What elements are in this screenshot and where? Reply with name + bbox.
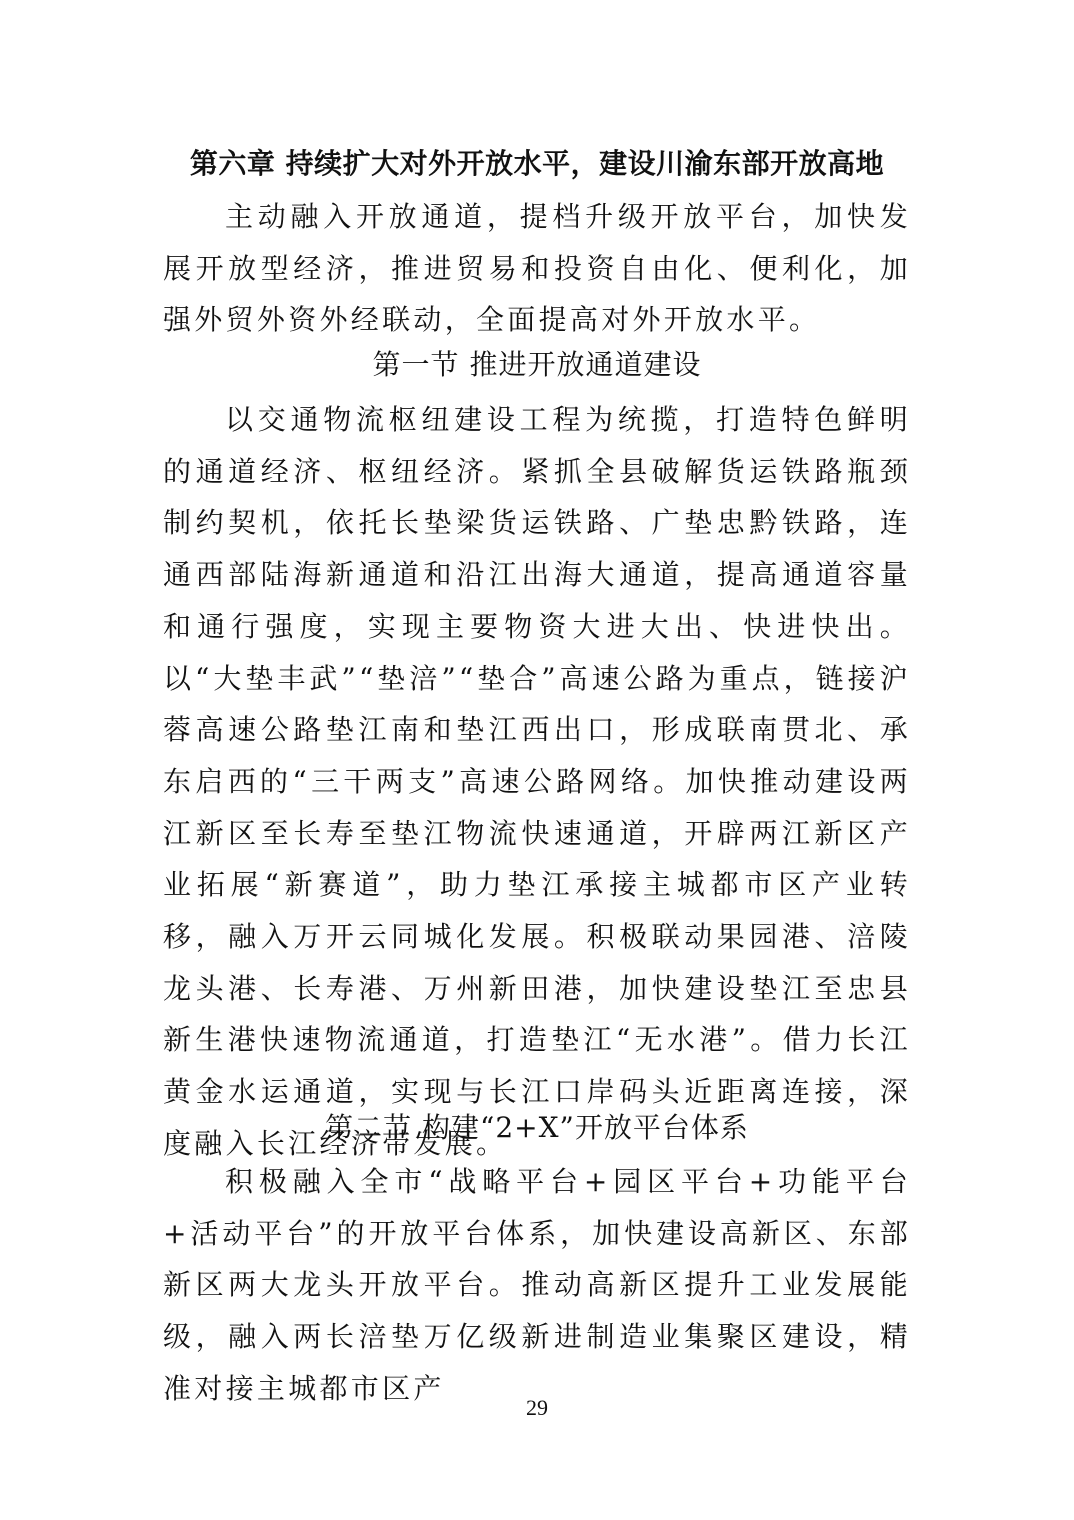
section-title-1: 第一节 推进开放通道建设	[372, 348, 702, 381]
page-number: 29	[526, 1395, 548, 1420]
section-2-paragraph: 积极融入全市“战略平台+园区平台+功能平台+活动平台”的开放平台体系，加快建设高新区、东部新区两大龙头开放平台。推动高新区提升工业发展能级，融入两长涪垫万亿级新进制造业集聚区建设，精准对接主城都市区产	[163, 1165, 911, 1405]
section-1-paragraph: 以交通物流枢纽建设工程为统揽，打造特色鲜明的通道经济、枢纽经济。紧抓全县破解货运铁路瓶颈制约契机，依托长垫梁货运铁路、广垫忠黔铁路，连通西部陆海新通道和沿江出海大通道，提高通道容量和通行强度，实现主要物资大进大出、快进快出。以“大垫丰武”“垫涪”“垫合”高速公路为重点，链接沪蓉高速公路垫江南和垫江西出口，形成联南贯北、承东启西的“三干两支”高速公路网络。加快推动建设两江新区至长寿至垫江物流快速通道，开辟两江新区产业拓展“新赛道”，助力垫江承接主城都市区产业转移，融入万开云同城化发展。积极联动果园港、涪陵龙头港、长寿港、万州新田港，加快建设垫江至忠县新生港快速物流通道，打造垫江“无水港”。借力长江黄金水运通道，实现与长江口岸码头近距离连接，深度融入长江经济带发展。	[163, 403, 911, 1160]
chapter-title: 第六章 持续扩大对外开放水平，建设川渝东部开放高地	[189, 147, 885, 180]
intro-paragraph: 主动融入开放通道，提档升级开放平台，加快发展开放型经济，推进贸易和投资自由化、便利化，加强外贸外资外经联动，全面提高对外开放水平。	[163, 200, 911, 337]
section-title-2: 第二节 构建“2+X”开放平台体系	[325, 1111, 749, 1144]
